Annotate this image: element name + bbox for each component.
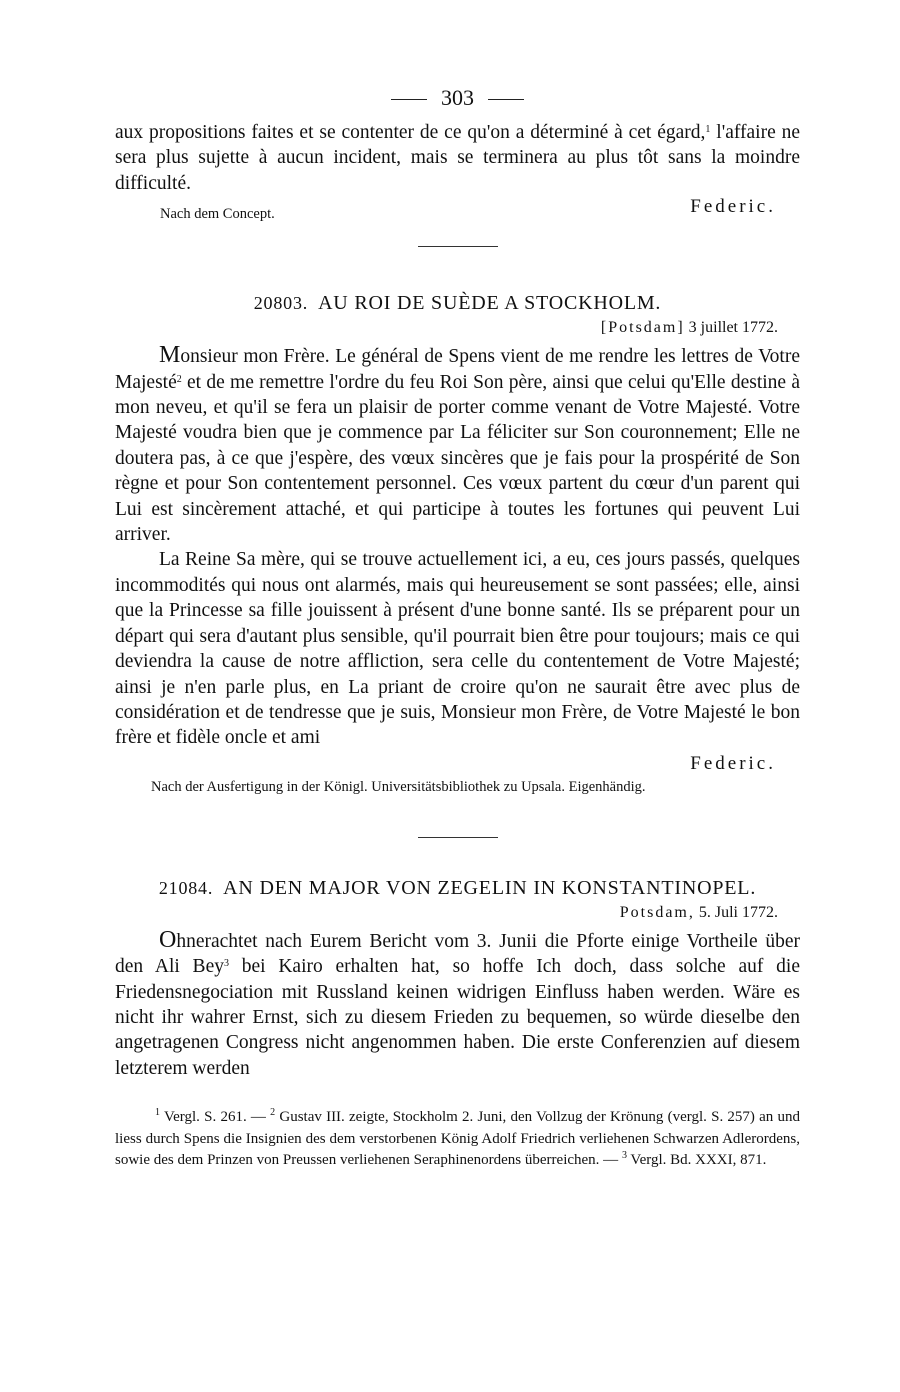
first-letter-closing — [115, 194, 800, 224]
section-divider-2 — [418, 837, 498, 838]
book-page — [115, 84, 800, 1171]
letter-number-20803: 20803. — [253, 293, 309, 314]
footnote-2-text: Gustav III. zeigte, Stockholm 2. Juni, den Vollzug der Krönung (vergl. S. 257) an und liess durch Spens die Insignien des dem verstorbenen König Adolf Friedrich verliehenen Schwarzen Adlerordens, sowie des dem Prinzen von Preussen verliehenen Seraphinenordens überreichen. — — [115, 1109, 800, 1168]
letter-21084-paragraph-1 — [115, 928, 800, 1081]
letter-number-21084: 21084. — [158, 877, 214, 898]
letter-20803-paragraph-2: La Reine Sa mère, qui se trouve actuellement ici, a eu, ces jours passés, quelques incommodités qui nous ont alarmés, mais qui heureusement se sont passées; elle, ainsi que la Princesse sa fille jouissent à présent d'une bonne santé. Ils se préparent pour un départ qui sera d'autant plus sensible, qu'il pourrait bien être pour toujours; mais ce qui deviendra la cause de notre affliction, sera celle du contentement de Votre Majesté; ainsi je n'en parle plus, en La priant de croire qu'on ne saurait être avec plus de considération et de tendresse que je suis, Monsieur mon Frère, de Votre Majesté le bon frère et fidèle oncle et ami — [115, 549, 800, 749]
letter-heading-20803 — [115, 289, 800, 317]
footnote-mark-1: 1 — [155, 1107, 160, 1119]
footnote-mark-2: 2 — [270, 1107, 276, 1119]
letter-21084-p1-text-a: hnerachtet nach Eurem Bericht vom 3. Junii die Pforte einige Vortheile über den Ali Bey — [115, 930, 800, 978]
letter-20803-paragraph-1 — [115, 343, 800, 547]
letter-20803-p1-text-b: et de me remettre l'ordre du feu Roi Son père, ainsi que celui qu'Elle destine à mon neveu, et qu'il se fera un plaisir de porter comme venant de Votre Majesté. Votre Majesté voudra bien que je commence par La féliciter sur Son couronnement; Elle ne doutera pas, à ce que j'espère, des vœux sincères que je fais pour la prospérité de Son règne et pour Son contentement personnel. Ces vœux partent du cœur d'un parent qui Lui est sincèrement attaché, et qui participe à toutes les fortunes qui peuvent Lui arriver. — [115, 371, 800, 546]
page-number-dash-left — [391, 99, 427, 100]
letter-20803-p1-text-a: onsieur mon Frère. Le général de Spens vient de me rendre les lettres de Votre Majesté — [115, 346, 800, 393]
initial-letter-o: O — [159, 926, 177, 953]
footnote-ref-3: 3 — [223, 958, 229, 970]
continued-paragraph-text-2: l'affaire ne sera plus sujette à aucun incident, mais se terminera au plus tôt sans la moindre difficulté. — [115, 122, 800, 194]
footnote-ref-2: 2 — [176, 373, 182, 385]
footnotes — [115, 1107, 800, 1171]
signature-federic-2: Federic. — [690, 752, 776, 774]
continued-paragraph-text: aux propositions faites et se contenter de ce qu'on a déterminé à cet égard, — [115, 122, 706, 143]
footnote-mark-3: 3 — [621, 1149, 627, 1161]
letter-date-20803 — [115, 317, 800, 339]
letter-place-20803: [Potsdam] — [600, 319, 685, 337]
initial-letter-m: M — [159, 342, 181, 369]
footnote-3-text: Vergl. Bd. XXXI, 871. — [626, 1151, 767, 1168]
page-number: 303 — [441, 85, 474, 110]
letter-place-21084: Potsdam, — [619, 903, 695, 921]
letter-date-text-20803: 3 juillet 1772. — [688, 319, 778, 337]
letter-21084-p1-text-b: bei Kairo erhalten hat, so hoffe Ich doch, dass solche auf die Friedensnegociation mit Russland keinen widrigen Einfluss haben werden. Wäre es nicht ihr wahrer Ernst, sich zu diesem Frieden zu bequemen, so würde dieselbe den angetragenen Congress nicht angenommen haben. Die erste Conferenzien auf diesem letzterem werden — [115, 956, 800, 1079]
footnote-ref-1: 1 — [705, 124, 711, 135]
signature-federic-1: Federic. — [690, 196, 776, 218]
letter-date-21084 — [115, 902, 800, 924]
page-number-dash-right — [488, 99, 524, 100]
letter-heading-21084 — [115, 874, 800, 902]
letter-title-zegelin: AN DEN MAJOR VON ZEGELIN IN KONSTANTINOPEL. — [223, 876, 757, 899]
page-number-line — [115, 84, 800, 120]
source-note-upsala: Nach der Ausfertigung in der Königl. Universitätsbibliothek zu Upsala. Eigenhändig. — [151, 778, 646, 795]
source-note-concept: Nach dem Concept. — [160, 206, 275, 223]
continued-paragraph — [115, 120, 800, 196]
letter-date-text-21084: 5. Juli 1772. — [698, 903, 778, 921]
letter-title-roi-de-suede: AU ROI DE SUÈDE A STOCKHOLM. — [318, 292, 662, 315]
section-divider-1 — [418, 246, 498, 247]
footnote-1-text: Vergl. S. 261. — — [160, 1109, 271, 1126]
